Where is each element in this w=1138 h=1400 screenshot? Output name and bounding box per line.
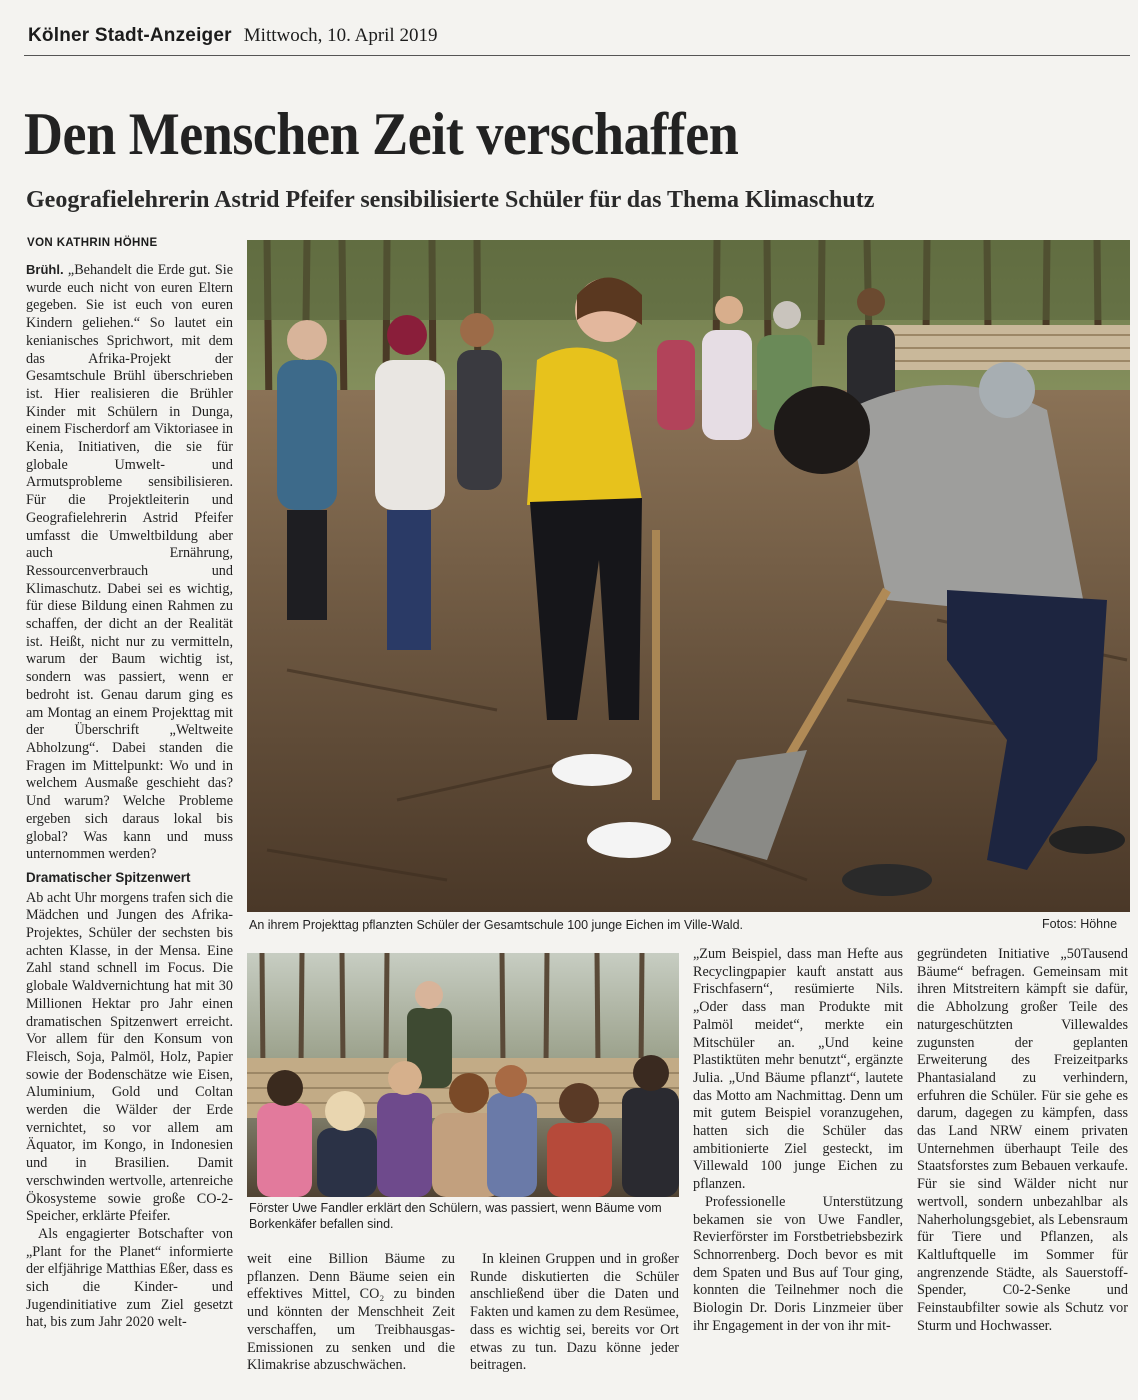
main-photo [247,240,1130,912]
masthead-rule [24,55,1130,56]
article-subheadline: Geografielehrerin Astrid Pfeifer sensibilisierte Schüler für das Thema Klimaschutz [26,187,875,213]
paragraph: „Behandelt die Erde gut. Sie wurde euch nicht von euren Eltern gegeben. Sie ist euch von euren Kindern geliehen.“ So lautet ein kenianisches Sprichwort, mit dem das Afrika-Projekt der Gesamtschule Brühl überschrieben ist. Hier realisieren die Brühler Kinder mit Schülern in Dunga, einem Fischerdorf am Viktoriasee in Kenia, Initiativen, die sie für globale Umwelt- und Armutsprobleme sensibilisieren. Für die Projektleiterin und Geografielehrerin Astrid Pfeifer umfasst die Umweltbildung aber auch Ernährung, Ressourcenverbrauch und Klimaschutz. Dabei sei es wichtig, für diese Bildung einen Rahmen zu schaffen, der dicht an der Realität ist. Heißt, nicht nur zu vermitteln, warum der Baum wichtig ist, sondern was passiert, wenn er bedroht ist. Genau darum ging es am Montag an einem Projekttag mit der Überschrift „Weltweite Abholzung“. Dabei standen die Fragen im Mittelpunkt: Wo und in welchem Ausmaße geschieht das? Und warum? Welche Probleme ergeben sich daraus lokal bis global? Was kann und muss unternommen werden? [26,262,233,863]
paragraph: Ab acht Uhr morgens trafen sich die Mädchen und Jungen des Afrika-Projektes, Schüler der sechsten bis achten Klasse, in der Mensa. Eine Zahl stand schnell im Focus. Die globale Waldvernichtung hat mit 30 Millionen Hektar pro Jahr einen dramatischen Spitzenwert erreicht. Vor allem für den Konsum von Fleisch, Soja, Palmöl, Holz, Papier sowie der Bodenschätze wie Eisen, Aluminium, Gold und Coltan werden die Wälder der Erde vernichtet, so vor allem am Äquator, im Kongo, in Indonesien und in Brasilien. Damit verschwinden wertvolle, artenreiche Ökosysteme sowie große CO-2-Speicher, erklärte Pfeifer. [26,889,233,1225]
photo-credit: Fotos: Höhne [1042,917,1118,931]
issue-date: Mittwoch, 10. April 2019 [243,25,438,46]
second-photo-caption: Förster Uwe Fandler erklärt den Schülern, was passiert, wenn Bäume vom Borkenkäfer befallen sind. [249,1201,662,1231]
paragraph: „Zum Beispiel, dass man Hefte aus Recyclingpapier kauft anstatt aus Frischfasern“, resümierte Nils. „Oder dass man Produkte mit Palmöl meidet“, merkte ein Mitschüler an. „Und keine Plastiktüten mehr benutzt“, ergänzte Julia. „Und Bäume pflanzt“, lautete das Motto am Nachmittag. Denn um mit gutem Beispiel voranzugehen, hatten sich die Schüler das ambitionierte Ziel gesteckt, im Villewald 100 junge Eichen zu pflanzen. [693,946,903,1193]
paragraph: Als engagierter Botschafter von „Plant for the Planet“ informierte der elfjährige Matthias Eßer, dass es sich die Kinder- und Jugendinitiative zum Ziel gesetzt hat, bis zum Jahr 2020 welt- [26,1225,233,1331]
article-column-4 [693,946,903,1391]
article-headline: Den Menschen Zeit verschaffen [24,101,739,167]
second-photo [247,953,679,1197]
forester-photo [247,953,679,1197]
dateline-location: Brühl. [26,262,64,277]
tree-planting-photo [247,240,1130,912]
article-column-3 [470,1251,679,1375]
paragraph: weit eine Billion Bäume zu pflanzen. Denn Bäume seien ein effektives Mittel, CO₂ zu binden und könnten der Menschheit Zeit verschaffen, um Treibhausgas-Emissionen zu senken und die Klimakrise abzuschwächen. [247,1251,455,1374]
article-column-1 [26,261,233,1391]
article-column-5 [917,946,1128,1391]
paragraph: In kleinen Gruppen und in großer Runde diskutierten die Schüler anschließend über die Daten und Fakten und kamen zu dem Resümee, dass es wichtig sei, bereits vor Ort etwas zu tun. Dazu könne jeder beitragen. [470,1251,679,1374]
main-photo-caption: An ihrem Projekttag pflanzten Schüler der Gesamtschule 100 junge Eichen im Ville-Wald. [249,918,744,932]
paragraph: Professionelle Unterstützung bekamen sie von Uwe Fandler, Revierförster im Forstbetriebsbezirk Schnorrenberg. Doch bevor es mit dem Spaten und Bus auf Tour ging, konnten die Teilnehmer noch die Biologin Dr. Doris Linzmeier über ihr Engagement in der von ihr mit- [693,1193,903,1334]
newspaper-name: Kölner Stadt-Anzeiger [28,25,232,46]
paragraph: gegründeten Initiative „50Tausend Bäume“ befragen. Gemeinsam mit ihren Mitstreitern kämpft sie dafür, die Abholzung großer Teile des naturgeschützten Villewaldes zugunsten der geplanten Erweiterung des Freizeitparks Phantasialand zu verhindern, erfuhren die Schüler. Für sie gehe es darum, dagegen zu kämpfen, dass das Land NRW einem privaten Unternehmen überhaupt Teile des Staatsforstes zum Bebauen verkaufe. Für sie sind Wälder nicht nur wertvoll, sondern unbezahlbar als Naherholungsgebiet, als Lebensraum für Tiere und Pflanzen, als Kaltluftquelle im Sommer für angrenzende Städte, als Sauerstoff-Spender, C0-2-Senke und Feinstaubfilter sowie als Schutz vor Sturm und Hochwasser. [917,946,1128,1334]
masthead [28,24,437,47]
article-column-2 [247,1251,455,1375]
byline: VON KATHRIN HÖHNE [27,237,158,249]
intertitle: Dramatischer Spitzenwert [26,869,191,885]
